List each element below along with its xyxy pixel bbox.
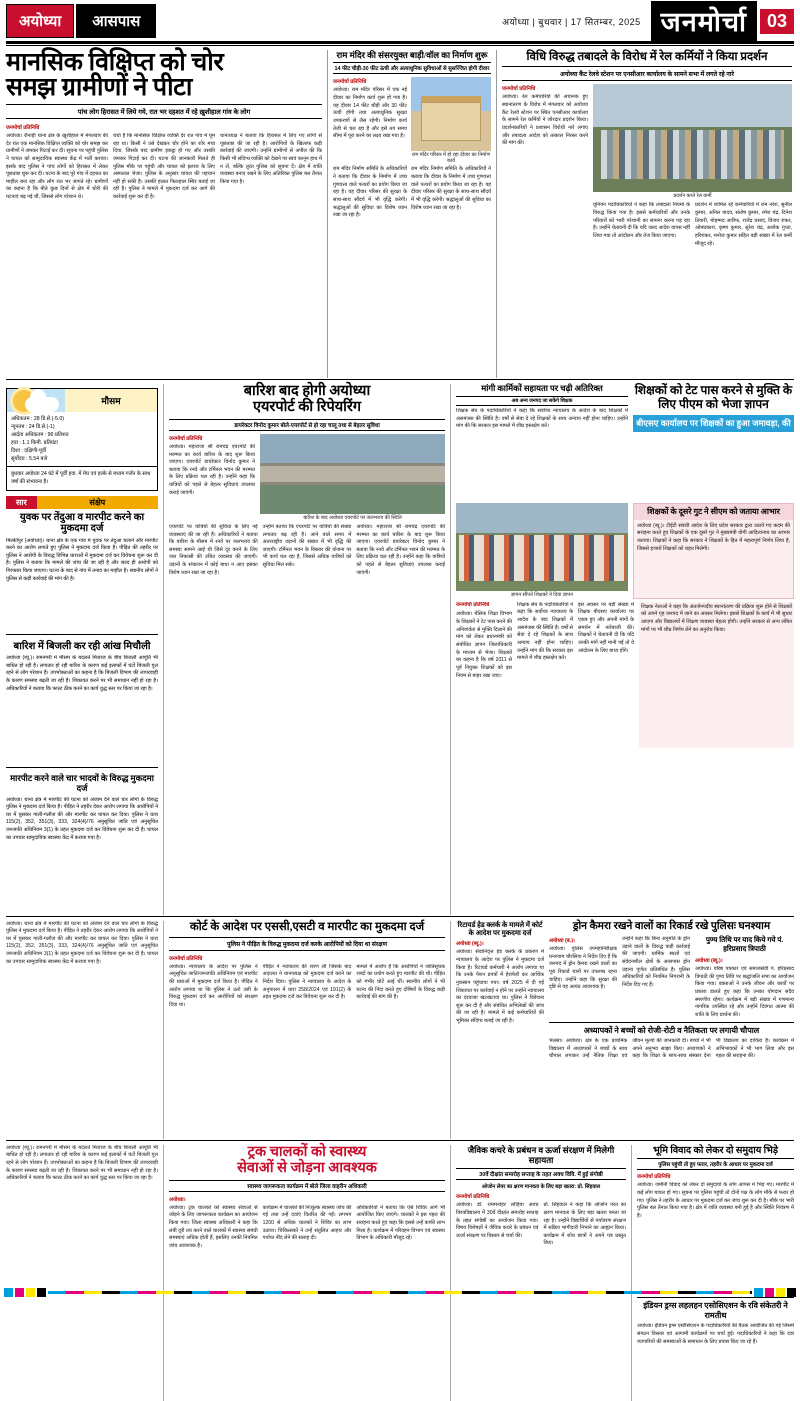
pandit-body: अयोध्या। वरिष्ठ पत्रकार एवं समाजसेवी पं. हरिप्रसाद त्रिपाठी की पुण्य तिथि पर श्रद्धांजलि सभा का आयोजन किया गया। वक्ताओं ने उनके जीवन और कार्यों पर प्रकाश डालते हुए कहा कि उनका योगदान सदैव स्मरणीय रहेगा। कार्यक्रम में बड़ी संख्या में गणमान्य नागरिक उपस्थित रहे और उन्होंने दिवंगत आत्मा की शांति के लिए प्रार्थना की।	[695, 966, 794, 1018]
court-columns	[169, 964, 445, 1139]
truck-col-2: कार्यक्रम में चालकों की निःशुल्क स्वास्थ्य जांच की गई तथा उन्हें दवाएं वितरित की गईं। लगभग 1200 से अधिक चालकों ने शिविर का लाभ उठाया। चिकित्सकों ने उन्हें संतुलित आहार और पर्याप्त नींद लेने की सलाह दी।	[262, 1204, 352, 1242]
teacher-side-box	[633, 503, 794, 599]
lower-divider-2	[450, 921, 451, 1139]
rail-col-2: यूनियन पदाधिकारियों ने कहा कि तबादला नियमों के विरुद्ध किया गया है। इससे कर्मचारियों और उनके परिवारों को भारी परेशानी का सामना करना पड़ रहा है। उन्होंने चेतावनी दी कि यदि जल्द आदेश वापस नहीं लिया गया तो आंदोलन और तेज किया जाएगा।	[593, 202, 690, 239]
masthead-logo-area	[651, 4, 794, 38]
teacher-col-3: इस अवसर पर बड़ी संख्या में शिक्षक बीएसए कार्यालय पर एकत्र हुए और अपनी मांगों के समर्थन में नारेबाजी की। शिक्षकों ने चेतावनी दी कि यदि उनकी मांगें नहीं मानी गईं तो वे आंदोलन के लिए बाध्य होंगे।	[578, 601, 634, 654]
brief-label-sar: सार	[6, 496, 37, 509]
airport-photo-col	[260, 434, 445, 521]
airport-story	[169, 384, 445, 915]
court-headline: कोर्ट के आदेश पर एससी,एसटी व मारपीट का मुकदमा दर्ज	[189, 920, 425, 933]
brief-2-body: अयोध्या। थाना क्षेत्र में मारपीट की घटना को अंजाम देने वाले चार लोगों के विरुद्ध पुलिस ने मुकदमा दर्ज किया है। पीड़ित ने तहरीर देकर आरोप लगाया कि आरोपियों ने घर में घुसकर गाली-गलौज की और मारपीट कर घायल कर दिया। पुलिस ने धारा 115(2), 352, 351(3), 333, 324(4)/76 अनुसूचित जाति एवं अनुसूचित जनजाति अधिनियम 3(1) के तहत मुकदमा दर्ज कर विवेचना शुरू कर दी है। घायल का उपचार सामुदायिक स्वास्थ्य केंद्र में कराया गया है।	[6, 796, 158, 841]
masthead-rule-2	[6, 45, 794, 46]
teacher-band: बीएसए कार्यालय पर शिक्षकों का हुआ जमावड़ा, की	[633, 415, 794, 432]
rail-kicker: अयोध्या कैंट रेलवे स्टेशन पर एनसीआर कार्यालय के सामने सभा में लगते रहे नारे	[502, 66, 792, 81]
association-story	[637, 1297, 794, 1383]
airport-col-left	[169, 434, 255, 521]
land-byline: जनमोर्चा प्रतिनिधि	[637, 1174, 671, 1181]
airport-kicker: डायरेक्टर विनोद कुमार बोले-एयरपोर्ट से हो रहा चालू तथा से बेहतर सुविधा	[169, 419, 445, 431]
weather-title: मौसम	[65, 389, 157, 412]
land-headline: भूमि विवाद को लेकर दो समुदाय भिड़े	[652, 1144, 779, 1156]
temple-photo-caption: राम मंदिर परिसर में हो रहा दीवार का निर्माण कार्य	[411, 152, 491, 165]
truck-columns	[169, 1205, 445, 1401]
rail-divider	[163, 384, 164, 915]
weather-forecast: बुधवार अयोध्या 24 घंटे में पूर्वी हवा. में मेघ एवं हल्के से मध्यम गर्जन के साथ वर्षा की संभावना है।	[7, 466, 157, 489]
teacher-photo-col	[456, 503, 628, 599]
lead-subhead: पांच लोग हिरासत में लिये गये, रात भर दहशत में रहे ख़ुशीहाल गांव के लोग	[6, 104, 322, 119]
newspaper-page	[0, 4, 800, 1345]
teacher-small-head: मांगी कार्मिकों सहायता पर चढ़ी अतिरिक्त	[481, 384, 603, 393]
truck-headline-line1: ट्रक चालकों को स्वास्थ्य	[247, 1143, 367, 1160]
retire-body: अयोध्या। सेवानिवृत्त हेड क्लर्क के प्रकरण में न्यायालय के आदेश पर पुलिस ने मुकदमा दर्ज किया है। रिटायर्ड कर्मचारी ने आरोप लगाया था कि उनके पेंशन प्रपत्रों में हेराफेरी कर आर्थिक नुकसान पहुंचाया गया। वर्ष 2025 में दी गई शिकायत पर कार्रवाई न होने पर उन्होंने न्यायालय का दरवाजा खटखटाया था। पुलिस ने विवेचना शुरू कर दी है और संबंधित अभिलेखों की जांच की जा रही है। मामले में कई कर्मचारियों की भूमिका संदिग्ध बताई जा रही है।	[456, 949, 544, 1025]
zone-rule-2	[6, 916, 794, 917]
masthead	[6, 4, 794, 38]
brief-2-title: मारपीट करने वाले चार भादवों के विरुद्ध मुकदमा दर्ज	[10, 773, 154, 793]
airport-col-1: अयोध्या। महाराजा श्री रामचंद्र एयरपोर्ट की मरम्मत का कार्य बारिश के बाद शुरू किया जाएगा। एयरपोर्ट डायरेक्टर विनोद कुमार ने बताया कि रनवे और टर्मिनल भवन की मरम्मत के लिए प्रक्रिया चल रही है। उन्होंने कहा कि यात्रियों को पहले से बेहतर सुविधाएं उपलब्ध कराई जाएंगी।	[169, 443, 255, 496]
masthead-badges	[6, 4, 156, 38]
weather-row-0: अधिकतम : 28 डि.से.(-5.0)	[11, 416, 64, 422]
rail-photo-col	[593, 84, 792, 284]
airport-photo	[260, 434, 445, 514]
bottom-divider-2	[450, 1145, 451, 1401]
weather-row-1: न्यूनतम : 24 डि.से.(-1)	[11, 424, 55, 431]
truck-headline-line2: सेवाओं से जोड़ना आवश्यक	[237, 1159, 377, 1176]
weather-row-4: दिशा : दक्षिणी-पूर्वी	[11, 448, 47, 455]
drone-byline: अयोध्या (ब.)।	[549, 938, 575, 945]
rail-col-3: प्रदर्शन में शामिल रहे कर्मचारियों में राम नरेश, सुनील कुमार, अनिल यादव, संतोष कुमार, रमेश चंद्र, दिनेश तिवारी, मोहम्मद आरिफ, राजेंद्र प्रसाद, विजय शंकर, ओमप्रकाश, कृष्ण कुमार, सुरेश चंद्र, अशोक गुप्ता, हरिशंकर, मनोज कुमार सहित बड़ी संख्या में रेल कर्मी मौजूद रहे।	[695, 202, 792, 247]
rail-headline: विधि विरुद्ध तबादले के विरोध में रेल कर्मियों ने किया प्रदर्शन	[526, 50, 768, 63]
lead-headline-line1: मानसिक विक्षिप्त को चोर	[6, 49, 224, 76]
land-dispute-story	[637, 1145, 794, 1401]
zone-rule-1	[6, 379, 794, 380]
lead-headline-line2: समझ ग्रामीणों ने पीटा	[6, 74, 193, 101]
temple-byline: जनमोर्चा प्रतिनिधि	[333, 79, 367, 86]
court-col-3: मामले में आरोप है कि आरोपियों ने जातिसूचक शब्दों का प्रयोग करते हुए मारपीट की थी। पीड़ित को गंभीर चोटें आई थीं। स्थानीय लोगों ने भी घटना की निंदा करते हुए दोषियों के विरुद्ध कड़ी कार्रवाई की मांग की है।	[356, 963, 445, 1001]
airport-headline-line1: बारिश बाद होगी अयोध्या	[243, 383, 371, 399]
teacher-photo	[456, 503, 628, 591]
brief-1-body: अयोध्या (ब्यू.)। रामनगरी में मौसम के बदलते मिजाज के बीच बिजली आपूर्ति भी बाधित हो रही है। लगातार हो रही बारिश के कारण कई इलाकों में घंटों बिजली गुल रहने से लोग परेशान हैं। उपभोक्ताओं का कहना है कि बिजली विभाग की लापरवाही के कारण समस्या बढ़ती जा रही है। शिकायत करने पर भी समाधान नहीं हो रहा है। अधिकारियों ने बताया कि फाल्ट ठीक करने का कार्य युद्ध स्तर पर किया जा रहा है।	[6, 655, 158, 692]
biofuel-col-2: प्रो. सिंहवाल ने कहा कि ओजोन परत का क्षरण मानवता के लिए बड़ा खतरा बनता जा रहा है। उन्होंने विद्यार्थियों से पर्यावरण संरक्षण में सक्रिय भागीदारी निभाने का आह्वान किया। कार्यक्रम में शोध छात्रों ने अपने पत्र प्रस्तुत किए।	[543, 1202, 626, 1247]
swatch-cyan-2	[754, 1288, 763, 1297]
biofuel-kicker: 30वें दीक्षांत समारोह सप्ताह के तहत अवध विवि. में हुई संगोष्ठी	[456, 1168, 626, 1180]
lead-col-2: चर्चा है कि मानसिक विक्षिप्त व्यक्ति देर रात गांव में घूम रहा था। किसी ने उसे देखकर चोर होने का शोर मचा दिया, जिसके बाद ग्रामीण इकट्ठा हो गए और उसकी जमकर पिटाई कर दी। घटना की जानकारी मिलते ही पुलिस मौके पर पहुंची और घायल को इलाज के लिए अस्पताल भेजा। पुलिस के अनुसार घायल की पहचान नहीं हो सकी है। उसकी हालत फिलहाल स्थिर बताई जा रही है। पुलिस ने मामले में मुकदमा दर्ज कर आगे की कार्रवाई शुरू कर दी है।	[113, 133, 215, 201]
page-number: 03	[760, 9, 794, 34]
brief-section-header	[6, 496, 158, 509]
swatch-yellow	[26, 1288, 35, 1297]
lead-story	[6, 50, 322, 378]
masthead-meta	[156, 4, 650, 38]
zone-rule-3	[6, 1140, 794, 1141]
temple-headline: राम मंदिर की संसरयुक्त बाड़ी/वॉल का निर्माण शुरू	[336, 50, 488, 60]
land-kicker: पुलिस पहुंची तो हुए फरार, तहरीर के आधार पर मुकदमा दर्ज	[637, 1158, 794, 1170]
top-zone	[6, 50, 794, 378]
drone-and-more	[549, 921, 794, 1121]
truck-story	[169, 1145, 445, 1401]
cloud-icon	[25, 397, 59, 412]
drone-col-left	[549, 936, 617, 1018]
drone-headline: ड्रोन कैमरा रखने वालों का रिकार्ड रखे पुलिसः घनश्याम	[572, 920, 771, 932]
weather-row-3: हवा : 1.1 किमी. प्रतिघंटा	[11, 440, 58, 447]
biofuel-headline: जैविक कचरे के प्रबंधन व ऊर्जा संरक्षण में मिलेगी सहायता	[467, 1144, 615, 1166]
temple-col-2: राम मंदिर निर्माण समिति के अधिकारियों ने बताया कि दीवार के निर्माण में उच्च गुणवत्ता वाले पत्थरों का प्रयोग किया जा रहा है। यह दीवार परिसर की सुरक्षा के साथ-साथ सौंदर्य में भी वृद्धि करेगी। श्रद्धालुओं की सुविधा का विशेष ध्यान रखा जा रहा है।	[333, 166, 407, 219]
temple-col-3: राम मंदिर निर्माण समिति के अधिकारियों ने बताया कि दीवार के निर्माण में उच्च गुणवत्ता वाले पत्थरों का प्रयोग किया जा रहा है। यह दीवार परिसर की सुरक्षा के साथ-साथ सौंदर्य में भी वृद्धि करेगी। श्रद्धालुओं की सुविधा का विशेष ध्यान रखा जा रहा है।	[411, 166, 491, 211]
brief-item-0	[6, 509, 158, 635]
brief-0-title: युवक पर तेंदुआ व मारपीट करने का मुकदमा दर्ज	[19, 511, 145, 534]
weather-widget	[6, 388, 158, 491]
weather-row-5: सूर्योदय : 5.54 बजे	[11, 456, 48, 463]
lead-columns	[6, 133, 322, 378]
rail-photo	[593, 84, 792, 192]
retire-headline: रिटायर्ड हेड क्लर्क के मामले में कोर्ट के आदेश पर मुकदमा दर्ज	[457, 920, 543, 937]
registration-strip	[48, 1291, 752, 1294]
retire-story	[456, 921, 544, 1121]
chaupal-body: भेलसा। अयोध्या। क्षेत्र के एक प्राथमिक विद्यालय में अध्यापकों ने बच्चों के साथ चौपाल लगाकर उन्हें नैतिक शिक्षा एवं जीवन मूल्यों की जानकारी दी। बच्चों ने भी अपने अनुभव साझा किए। अध्यापकों ने कहा कि शिक्षा के साथ-साथ संस्कार देना भी विद्यालय का दायित्व है। कार्यक्रम में अभिभावकों ने भी भाग लिया और इस पहल की सराहना की।	[549, 1038, 794, 1060]
swatch-yellow-2	[776, 1288, 785, 1297]
rail-byline: जनमोर्चा प्रतिनिधि	[502, 86, 536, 93]
cmyk-registration-bar	[0, 1286, 800, 1299]
rail-story	[496, 50, 792, 378]
publication-logo: जनमोर्चा	[651, 1, 757, 42]
chaupal-headline: अध्यापकों ने बच्चों को रोजी-रोटी व नैतिकता पर लगायी चौपाल	[583, 1026, 760, 1036]
bottom-left-text: अयोध्या (ब्यू.)। रामनगरी में मौसम के बदलते मिजाज के बीच बिजली आपूर्ति भी बाधित हो रही है। लगातार हो रही बारिश के कारण कई इलाकों में घंटों बिजली गुल रहने से लोग परेशान हैं। उपभोक्ताओं का कहना है कि बिजली विभाग की लापरवाही के कारण समस्या बढ़ती जा रही है। शिकायत करने पर भी समाधान नहीं हो रहा है। अधिकारियों ने बताया कि फाल्ट ठीक करने का कार्य युद्ध स्तर पर किया जा रहा है।	[6, 1144, 158, 1182]
teacher-byline: जनमोर्चा प्रतिनिधि	[456, 601, 490, 608]
association-headline: इंडियन ड्रग्स लहलहन एसोसिएशन के रवि संकेतरी ने रामतीथ	[643, 1301, 788, 1321]
middle-zone	[6, 384, 794, 915]
brief-item-1	[6, 638, 158, 769]
pandit-byline: अयोध्या (ब्यू.)।	[695, 958, 723, 965]
pandit-headline: पुण्य तिथि पर याद किये गये पं. हरिप्रसाद त्रिपाठी	[705, 936, 784, 954]
rail-col-1: अयोध्या। रेल कर्मचारियों की अचानक हुए स्थानांतरण के विरोध में मंगलवार को अयोध्या कैंट रेलवे स्टेशन पर स्थित एनसीआर कार्यालय के सामने रेल कर्मियों ने जोरदार प्रदर्शन किया। प्रदर्शनकारियों ने प्रशासन विरोधी नारे लगाए और तबादला आदेश को तत्काल निरस्त करने की मांग की।	[502, 94, 588, 147]
bottom-zone	[6, 1145, 794, 1401]
temple-text-col	[333, 77, 407, 164]
airport-headline-line2: एयरपोर्ट की रिपेयरिंग	[253, 398, 361, 415]
teacher-col-2: शिक्षक संघ के पदाधिकारियों ने कहा कि सर्वोच्च न्यायालय के आदेश के बाद शिक्षकों में असमंजस की स्थिति है। वर्षों से सेवा दे रहे शिक्षकों के साथ अन्याय नहीं होना चाहिए। उन्होंने मांग की कि सरकार इस मामले में शीघ्र हस्तक्षेप करे।	[517, 601, 573, 662]
temple-kicker: 14 फीट चौड़ी-30 फीट ऊंची और अत्याधुनिक सुविधाओं से सुसज्जित होगी दीवार	[333, 62, 491, 74]
court-kicker: पुलिस ने पीड़ित के विरुद्ध मुकदमा दर्ज करके आरोपियों को दिया था संरक्षण	[169, 937, 445, 951]
teacher-side-head: शिक्षकों के दूसरे गुट ने सीएम को जताया आभार	[634, 504, 793, 520]
biofuel-col-1: अयोध्या। डॉ. राममनोहर लोहिया अवध विश्वविद्यालय में 30वें दीक्षांत समारोह सप्ताह के तहत संगोष्ठी का आयोजन किया गया। विषय विशेषज्ञों ने जैविक कचरे के प्रबंधन एवं ऊर्जा संरक्षण पर विस्तार से चर्चा की।	[456, 1202, 539, 1239]
lower-zone	[6, 921, 794, 1139]
lower-left-text: अयोध्या। थाना क्षेत्र में मारपीट की घटना को अंजाम देने वाले चार लोगों के विरुद्ध पुलिस ने मुकदमा दर्ज किया है। पीड़ित ने तहरीर देकर आरोप लगाया कि आरोपियों ने घर में घुसकर गाली-गलौज की और मारपीट कर घायल कर दिया। पुलिस ने धारा 115(2), 352, 351(3), 333, 324(4)/76 अनुसूचित जाति एवं अनुसूचित जनजाति अधिनियम 3(1) के तहत मुकदमा दर्ज कर विवेचना शुरू कर दी है। घायल का उपचार सामुदायिक स्वास्थ्य केंद्र में कराया गया है।	[6, 920, 158, 965]
lead-col-3: थानाध्यक्ष ने बताया कि हिरासत में लिए गए लोगों से पूछताछ की जा रही है। आरोपियों के खिलाफ कड़ी कार्रवाई की जाएगी। उन्होंने ग्रामीणों से अपील की कि किसी भी संदिग्ध व्यक्ति को देखने पर स्वयं कानून हाथ में न लें, बल्कि तुरंत पुलिस को सूचना दें। क्षेत्र में शांति व्यवस्था बनाए रखने के लिए अतिरिक्त पुलिस बल तैनात किया गया है।	[220, 133, 322, 185]
left-rail	[6, 384, 158, 915]
lead-col-1: अयोध्या। रौनाही थाना क्षेत्र के ख़ुशीहाल में मंगलवार की देर रात एक मानसिक विक्षिप्त व्यक्ति को चोर समझ कर ग्रामीणों ने जमकर पिटाई कर दी। सूचना पर पहुंची पुलिस ने घायल को सामुदायिक स्वास्थ्य केंद्र में भर्ती कराया। इसके बाद पुलिस ने पांच लोगों को हिरासत में लेकर पूछताछ शुरू कर दी। घटना के बाद पूरे गांव में दहशत का माहौल बना रहा और लोग रात भर जागते रहे। ग्रामीणों का कहना है कि बीते कुछ दिनों से क्षेत्र में चोरी की घटनाएं बढ़ गई थीं, जिससे लोग परेशान थे।	[6, 133, 108, 201]
teacher-side-body-1: अयोध्या (ब्यू.)। टीईटी संबंधी आदेश के लिए प्रदेश सरकार द्वारा उठाये गए कदम की सराहना करते हुए शिक्षकों के एक दूसरे गुट ने मुख्यमंत्री योगी आदित्यनाथ का आभार जताया। शिक्षकों ने कहा कि सरकार ने शिक्षकों के हित में महत्वपूर्ण निर्णय लिया है, जिससे हजारों शिक्षकों को राहत मिलेगी।	[637, 522, 790, 552]
airport-byline: जनमोर्चा प्रतिनिधि	[169, 435, 203, 442]
land-body: अयोध्या। जमीनी विवाद को लेकर दो समुदायों के लोग आपस में भिड़ गए। मारपीट में कई लोग घायल हो गए। सूचना पर पुलिस पहुंची तो दोनों पक्ष के लोग मौके से फरार हो गए। पुलिस ने तहरीर के आधार पर मुकदमा दर्ज कर जांच शुरू कर दी है। मौके पर भारी पुलिस बल तैनात किया गया है। क्षेत्र में शांति व्यवस्था बनी हुई है और स्थिति नियंत्रण में है।	[637, 1182, 794, 1219]
teacher-small-kicker: अब अन्य जनपद जा सकेंगे शिक्षक	[456, 396, 628, 406]
brief-0-body: मिल्कीपुर (अयोध्या)। थाना क्षेत्र के एक गांव में युवक पर तेंदुआ चलाने और मारपीट करने का आरोप लगाते हुए पुलिस ने मुकदमा दर्ज किया है। पीड़ित की तहरीर पर पुलिस ने आरोपी के विरुद्ध विभिन्न धाराओं में मुकदमा दर्ज कर विवेचना शुरू कर दी है। पुलिस ने बताया कि मामले की जांच की जा रही है और जल्द ही आरोपी को गिरफ्तार किया जाएगा। घटना के बाद से गांव में तनाव का माहौल है। स्थानीय लोगों ने पुलिस से कड़ी कार्रवाई की मांग की है।	[6, 537, 158, 582]
biofuel-sub-kicker: ओजोन लेयर का क्षरण मानवता के लिए बड़ा खतरा: प्रो. सिंहवाल	[481, 1184, 601, 1191]
swatch-cyan	[4, 1288, 13, 1297]
rail-text-col-left	[502, 84, 588, 284]
airport-col-4: अयोध्या। महाराजा श्री रामचंद्र एयरपोर्ट की मरम्मत का कार्य बारिश के बाद शुरू किया जाएगा। एयरपोर्ट डायरेक्टर विनोद कुमार ने बताया कि रनवे और टर्मिनल भवन की मरम्मत के लिए प्रक्रिया चल रही है। उन्होंने कहा कि यात्रियों को पहले से बेहतर सुविधाएं उपलब्ध कराई जाएंगी।	[356, 523, 445, 576]
court-story	[169, 921, 445, 1139]
teacher-bottom-columns	[456, 602, 794, 748]
section-badge: आसपास	[76, 4, 156, 38]
teacher-main-block	[633, 384, 794, 500]
swatch-magenta	[15, 1288, 24, 1297]
center-divider	[450, 384, 451, 915]
brief-label-sankshep: संक्षेप	[37, 496, 158, 509]
teacher-col-1: अयोध्या। बेसिक शिक्षा विभाग के शिक्षकों ने टेट पास करने की अनिवार्यता से मुक्ति दिलाने की मांग को लेकर प्रधानमंत्री को संबोधित ज्ञापन जिलाधिकारी के माध्यम से भेजा। शिक्षकों का कहना है कि वर्ष 2011 से पूर्व नियुक्त शिक्षकों को इस नियम से बाहर रखा जाए।	[456, 611, 512, 679]
teacher-byline-col	[456, 602, 512, 748]
lead-and-temple-block	[6, 50, 491, 378]
chaupal-story	[549, 1022, 794, 1120]
airport-col-2: एयरपोर्ट पर यात्रियों की सुविधा के लिए नई व्यवस्थाएं की जा रही हैं। अधिकारियों ने बताया कि बारिश के मौसम में रनवे पर जलभराव की समस्या सामने आई थी जिसे दूर करने के लिए जल निकासी की उचित व्यवस्था की जाएगी। उड़ानों के संचालन में कोई बाधा न आए इसका विशेष ध्यान रखा जा रहा है।	[169, 523, 258, 576]
airport-photo-caption: बारिश के बाद अयोध्या एयरपोर्ट पर जलभराव की स्थिति	[303, 514, 402, 521]
brief-item-2	[6, 771, 158, 915]
date-line: अयोध्या | बुधवार | 17 सितम्बर, 2025	[502, 16, 641, 27]
bottom-left-rail	[6, 1145, 158, 1401]
truck-col-1: अयोध्या। ट्रक चालकों को स्वास्थ्य सेवाओं से जोड़ने के लिए जागरूकता कार्यक्रम का आयोजन किया गया। जिला स्वास्थ्य अधिकारी ने कहा कि लंबी दूरी तय करने वाले चालकों में स्वास्थ्य संबंधी समस्याएं अधिक होती हैं, इसलिए उनकी नियमित जांच आवश्यक है।	[169, 1204, 258, 1249]
weather-readings	[7, 412, 157, 466]
truck-col-3: अधिकारियों ने बताया कि ऐसे शिविर आगे भी आयोजित किए जाएंगे। चालकों ने इस पहल की सराहना करते हुए कहा कि इससे उन्हें काफी लाभ मिला है। कार्यक्रम में परिवहन विभाग एवं स्वास्थ्य विभाग के अधिकारी मौजूद रहे।	[356, 1204, 445, 1242]
lower-divider-1	[163, 921, 164, 1139]
airport-col-3: उन्होंने बताया कि एयरपोर्ट पर यात्रियों की संख्या लगातार बढ़ रही है। आने वाले समय में अंतरराष्ट्रीय उड़ानों की संख्या में भी वृद्धि की जाएगी। टर्मिनल भवन के विस्तार की योजना पर भी कार्य चल रहा है, जिससे अधिक यात्रियों को सुविधा मिल सके।	[262, 523, 352, 569]
biofuel-story	[456, 1145, 626, 1401]
temple-col-1: अयोध्या। राम मंदिर परिसर में एक नई दीवार का निर्माण कार्य शुरू हो गया है। यह दीवार 14 फीट चौड़ी और 30 फीट ऊंची होगी तथा अत्याधुनिक सुरक्षा उपकरणों से लैस रहेगी। निर्माण कार्य तेजी से चल रहा है और इसे तय समय सीमा में पूरा करने का लक्ष्य रखा गया है।	[333, 87, 407, 140]
drone-col-2: उन्होंने कहा कि बिना अनुमति के ड्रोन उड़ाने वालों के विरुद्ध कड़ी कार्रवाई की जाएगी। धार्मिक स्थलों एवं संवेदनशील क्षेत्रों के आसपास ड्रोन उड़ाना पूर्णतः प्रतिबंधित है। पुलिस अधिकारियों को नियमित निगरानी के निर्देश दिए गए हैं।	[622, 936, 690, 988]
swatch-black	[37, 1288, 46, 1297]
truck-byline: अयोध्या।	[169, 1196, 186, 1203]
biofuel-byline: जनमोर्चा प्रतिनिधि	[456, 1194, 490, 1201]
teacher-story	[456, 384, 794, 915]
weather-icon	[7, 389, 65, 412]
temple-story	[327, 50, 491, 378]
swatch-magenta-2	[765, 1288, 774, 1297]
court-col-2: पीड़ित ने न्यायालय की शरण ली जिसके बाद अदालत ने थानाध्यक्ष को मुकदमा दर्ज करने का निर्देश दिया। पुलिस ने न्यायालय के आदेश के अनुपालन में धारा 258/2024 एवं 191(2) के तहत मुकदमा दर्ज कर विवेचना शुरू कर दी है।	[262, 963, 352, 1001]
teacher-headline: शिक्षकों को टेट पास करने से मुक्ति के लिए पीएम को भेजा ज्ञापन	[634, 383, 793, 411]
weather-header	[7, 389, 157, 412]
lower-left-rail	[6, 921, 158, 1139]
association-body: अयोध्या। इंडियन ड्रग्स एसोसिएशन के पदाधिकारियों की बैठक आयोजित की गई जिसमें संगठन विस्तार एवं आगामी कार्यक्रमों पर चर्चा हुई। पदाधिकारियों ने कहा कि दवा व्यापारियों की समस्याओं के समाधान के लिए प्रयास किए जा रहे हैं।	[637, 1323, 794, 1345]
temple-photo-col	[411, 77, 491, 164]
temple-photo	[411, 77, 491, 151]
teacher-photo-caption: ज्ञापन सौंपते शिक्षकों ने दिया ज्ञापन	[511, 592, 573, 599]
teacher-side-body-2: शिक्षक नेताओं ने कहा कि अंतर्जनपदीय स्थानांतरण की प्रक्रिया शुरू होने से शिक्षकों को अपने गृह जनपद में जाने का अवसर मिलेगा। इससे शिक्षकों के कार्य में भी सुधार आएगा और विद्यालयों में शिक्षण व्यवस्था बेहतर होगी। उन्होंने सरकार से अन्य लंबित मांगों पर भी शीघ्र निर्णय लेने का अनुरोध किया।	[639, 602, 794, 748]
rail-photo-caption: प्रदर्शन करते रेल कर्मी	[673, 193, 712, 200]
drone-col-1: अयोध्या। पुलिस उपमहानिरीक्षक घनश्याम चौरसिया ने निर्देश दिए हैं कि जनपद में ड्रोन कैमरा रखने वालों का पूरा रिकार्ड थानों पर उपलब्ध रहना चाहिए। उन्होंने कहा कि सुरक्षा की दृष्टि से यह अत्यंत आवश्यक है।	[549, 946, 617, 991]
brief-1-title: बारिश में बिजली कर रही आंख मिचौली	[13, 640, 151, 652]
bottom-divider-3	[631, 1145, 632, 1401]
court-col-1: अयोध्या। न्यायालय के आदेश पर पुलिस ने अनुसूचित जाति/जनजाति अधिनियम एवं मारपीट की धाराओं में मुकदमा दर्ज किया है। पीड़ित ने आरोप लगाया था कि पुलिस ने उल्टे उसी के विरुद्ध मुकदमा दर्ज कर आरोपियों को संरक्षण दिया था।	[169, 963, 258, 1008]
weather-row-2: आर्द्रता अधिकतम : 96 प्रतिशत	[11, 432, 69, 439]
city-badge: अयोध्या	[6, 4, 74, 38]
retire-byline: अयोध्या (ब्यू.)।	[456, 941, 484, 948]
lower-right-block	[456, 921, 794, 1139]
lead-byline: जनमोर्चा प्रतिनिधि	[6, 125, 40, 131]
swatch-black-2	[787, 1288, 796, 1297]
court-byline: जनमोर्चा प्रतिनिधि	[169, 955, 203, 962]
teacher-left-block	[456, 384, 628, 500]
teacher-small-body: शिक्षक संघ के पदाधिकारियों ने कहा कि सर्वोच्च न्यायालय के आदेश के बाद शिक्षकों में असमंजस की स्थिति है। वर्षों से सेवा दे रहे शिक्षकों के साथ अन्याय नहीं होना चाहिए। उन्होंने मांग की कि सरकार इस मामले में शीघ्र हस्तक्षेप करे।	[456, 408, 628, 430]
pandit-story	[695, 936, 794, 1018]
truck-kicker: स्वास्थ्य जागरूकता कार्यक्रम में बोले जिला वाहरीन अधिकारी	[169, 1180, 445, 1192]
bottom-divider-1	[163, 1145, 164, 1401]
airport-columns	[169, 524, 445, 642]
